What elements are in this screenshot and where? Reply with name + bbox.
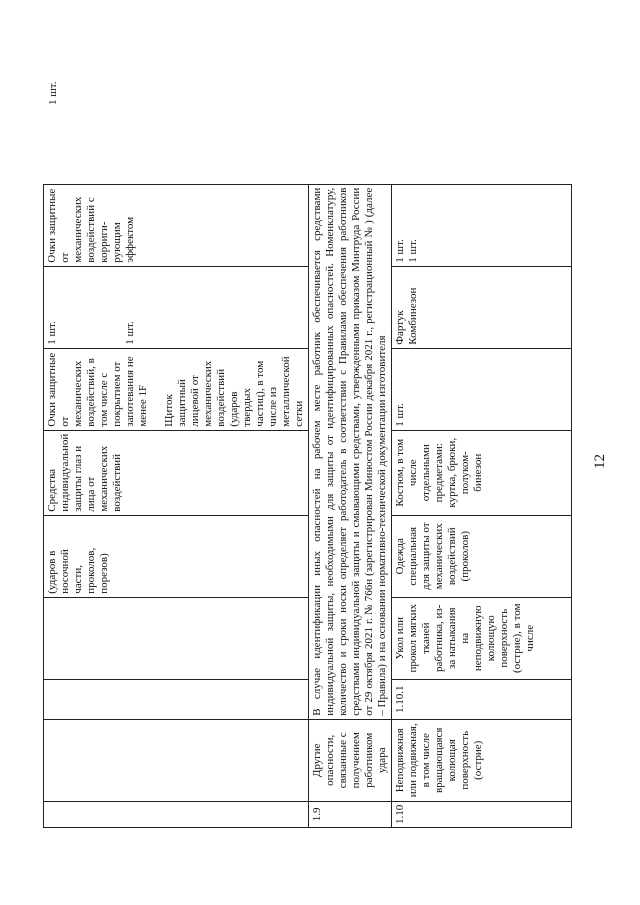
cell-num: 1.10 xyxy=(392,801,572,827)
cell-num xyxy=(44,801,309,827)
page-number: 12 xyxy=(592,454,608,469)
cell-hazard-cont: (ударов в носочной части, проколов, порезов) xyxy=(44,515,309,597)
cell-num: 1.9 xyxy=(309,801,392,827)
siz-norms-table xyxy=(43,184,572,828)
table-row-continued xyxy=(44,184,309,827)
cell-siz-name: Очки защитные от механических воздействий, в том числе с покрытием от запотевания не менее 1F Щиток защитный лицевой от механических воздействий (ударов твердых частиц), в том числе из металлической сетки xyxy=(44,348,309,430)
cell-subnum xyxy=(44,679,309,719)
table-row-1-10 xyxy=(392,184,474,827)
cell-alt-siz: Очки защитные от механических воздействий с корриги-рующим эффектом xyxy=(44,184,309,266)
alt-norm-top: 1 шт. xyxy=(47,81,59,105)
cell-subnum: 1.10.1 xyxy=(392,679,572,719)
cell-instruction: В случае идентификации иных опасностей на рабочем месте работник обеспечивается средствами индивидуальной защиты, необходимыми для защиты от идентифицированных опасностей. Номенклатуру, количество и сроки носки определяет работодатель в соответствии с Правилами обеспечения работников средствами индивидуальной защиты и смывающими средствами, утвержденными приказом Минтруда России от 29 октября 2021 г. № 766н (зарегистрирован Минюстом России декабря 2021 г., регистрационный № ) (далее – Правила) и на основании нормативно-технической документации изготовителя xyxy=(309,184,392,719)
cell-hazard-desc: Укол или прокол мягких тканей работника, из-за натыкания на неподвижную колющую поверхность (острие), в том числе xyxy=(392,597,572,679)
cell-hazard-desc xyxy=(44,597,309,679)
cell-siz-type: Одежда специальная для защиты от механических воздействий (проколов) xyxy=(392,515,572,597)
cell-norm: 1 шт. xyxy=(392,348,572,430)
cell-siz-type: Средства индивидуальной защиты глаз и лица от механических воздействий xyxy=(44,430,309,515)
cell-hazard-name xyxy=(44,719,309,801)
cell-alt-norm: 1 шт. 1 шт. xyxy=(392,184,572,266)
table-row-1-9 xyxy=(309,184,392,827)
cell-hazard-name: Неподвижная или подвижная, в том числе вращающаяся колющая поверхность (острие) xyxy=(392,719,572,801)
cell-hazard-name: Другие опасности, связанные с получением работником удара xyxy=(309,719,392,801)
cell-siz-name: Костюм, в том числе отдельными предметами: куртка, брюки, полуком-бинезон xyxy=(392,430,572,515)
cell-alt-siz: Фартук Комбинезон xyxy=(392,266,572,348)
cell-norm: 1 шт. 1 шт. xyxy=(44,266,309,348)
